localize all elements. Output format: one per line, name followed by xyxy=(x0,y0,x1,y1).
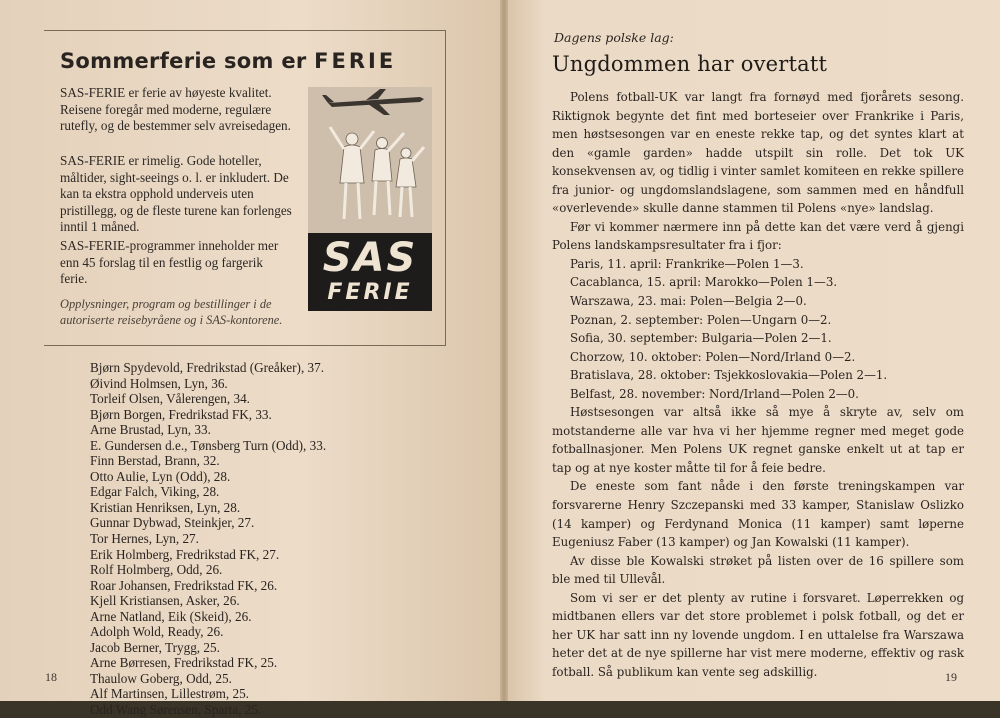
ad-title-main: Sommerferie som er xyxy=(60,49,307,73)
article-paragraph: De eneste som fant nåde i den første treningskampen var forsvarerne Henry Szczepanski med 33 kamper, Stanislaw Oslizko (14 kamper) og Ferdynand Monica (11 kamper) samt løperne Eugeniusz Faber (13 kamper) og Jan Kowalski (11 kamper). xyxy=(552,479,964,550)
article-headline: Ungdommen har overtatt xyxy=(552,52,828,76)
player-list-item: Otto Aulie, Lyn (Odd), 28. xyxy=(90,468,231,484)
player-list-item: Torleif Olsen, Vålerengen, 34. xyxy=(90,391,250,407)
player-list-item: Thaulow Goberg, Odd, 25. xyxy=(90,670,232,686)
result-item: Paris, 11. april: Frankrike—Polen 1—3. xyxy=(570,256,804,271)
player-list-item: Bjørn Spydevold, Fredrikstad (Greåker), 37. xyxy=(90,360,325,375)
page-gutter xyxy=(500,0,508,701)
player-list-item: Tor Hernes, Lyn, 27. xyxy=(90,531,199,547)
article-paragraph: Før vi kommer nærmere inn på dette kan det være verd å gjengi Polens landskampsresultater fra i fjor: xyxy=(552,219,964,253)
dancers-airplane-illustration xyxy=(308,87,432,233)
result-item: Belfast, 28. november: Nord/Irland—Polen 2—0. xyxy=(570,386,859,401)
ad-title xyxy=(60,49,396,73)
sas-advertisement xyxy=(44,30,446,346)
ad-paragraph-programmes: SAS-FERIE-programmer inneholder mer enn 45 forslag til en festlig og fargerik ferie. xyxy=(60,238,279,287)
player-list-item: Bjørn Borgen, Fredrikstad FK, 33. xyxy=(90,406,272,422)
player-list-item: Adolph Wold, Ready, 26. xyxy=(90,624,224,640)
player-list-item: Arne Brustad, Lyn, 33. xyxy=(90,422,211,438)
result-item: Warszawa, 23. mai: Polen—Belgia 2—0. xyxy=(570,294,807,309)
player-list-item: Kristian Henriksen, Lyn, 28. xyxy=(90,499,241,515)
article-paragraph: Høstsesongen var altså ikke så mye å skryte av, selv om motstanderne alle var hva vi her hjemme regner med meget gode fotballnasjoner. Men Polens UK regnet ganske enkelt ut at tap er tap og at nye koster måtte til for å feie bedre. xyxy=(552,405,964,475)
player-list-item: Kjell Kristiansen, Asker, 26. xyxy=(90,593,240,609)
result-item: Cacablanca, 15. april: Marokko—Polen 1—3. xyxy=(570,275,838,290)
ad-paragraph-quality: SAS-FERIE er ferie av høyeste kvalitet. Reisene foregår med moderne, regulære rutefly, og de bestemmer selv avreisedagen. xyxy=(60,85,291,134)
article-body xyxy=(552,88,964,682)
result-item: Sofia, 30. september: Bulgaria—Polen 2—1. xyxy=(570,331,832,346)
logo-ferie-text: FERIE xyxy=(327,280,413,305)
article-paragraph: Polens fotball-UK var langt fra fornøyd med fjorårets sesong. Riktignok begynte det fint med borteseier over Frankrike i Paris, men høstsesongen var en eneste rekke tap, og det syntes klart at den «gamle garden» hadde utspilt sin rolle. Det tok UK konsekvensen av, og tidlig i vinter samlet komiteen en rekke spillere fra junior- og ungdomslandslagene, som sammen med en håndfull «overlevende» skulle danne stammen til Polens «nye» landslag. xyxy=(552,90,964,216)
player-list-item: Odd Wang Sørensen, Sparta, 25. xyxy=(90,702,262,718)
result-item: Bratislava, 28. oktober: Tsjekkoslovakia—Polen 2—1. xyxy=(570,368,888,383)
ad-paragraph-price: SAS-FERIE er rimelig. Gode hoteller, måltider, sight-seeings o. l. er inkludert. De kan ta ekstra opphold underveis uten pristillegg, og de fleste turene kan forlenges inntil 1 måned. xyxy=(60,153,292,235)
sas-ferie-logo xyxy=(308,233,432,311)
player-list-item: Øivind Holmsen, Lyn, 36. xyxy=(90,375,228,391)
article-kicker: Dagens polske lag: xyxy=(554,30,674,45)
player-list xyxy=(90,360,420,718)
logo-sas-text: SAS xyxy=(322,235,418,281)
ad-title-ferie: FERIE xyxy=(314,49,397,73)
ad-paragraph-info: Opplysninger, program og bestillinger i de autoriserte reisebyråene og i SAS-kontorene. xyxy=(60,297,283,327)
article-paragraph: Av disse ble Kowalski strøket på listen over de 16 spillere som ble med til Ullevål. xyxy=(552,553,964,587)
page-number-left: 18 xyxy=(45,670,57,684)
player-list-item: Edgar Falch, Viking, 28. xyxy=(90,484,220,500)
player-list-item: Erik Holmberg, Fredrikstad FK, 27. xyxy=(90,546,280,562)
player-list-item: Jacob Berner, Trygg, 25. xyxy=(90,639,220,655)
result-item: Poznan, 2. september: Polen—Ungarn 0—2. xyxy=(570,312,832,327)
player-list-item: Roar Johansen, Fredrikstad FK, 26. xyxy=(90,577,278,593)
player-list-item: E. Gundersen d.e., Tønsberg Turn (Odd), 33. xyxy=(90,437,327,453)
result-item: Chorzow, 10. oktober: Polen—Nord/Irland 0—2. xyxy=(570,349,856,364)
player-list-item: Finn Berstad, Brann, 32. xyxy=(90,453,220,469)
player-list-item: Gunnar Dybwad, Steinkjer, 27. xyxy=(90,515,255,531)
results-list xyxy=(552,255,964,403)
player-list-item: Arne Børresen, Fredrikstad FK, 25. xyxy=(90,655,278,671)
player-list-item: Rolf Holmberg, Odd, 26. xyxy=(90,562,223,578)
player-list-item: Arne Natland, Eik (Skeid), 26. xyxy=(90,608,252,624)
article-paragraph: Som vi ser er det plenty av rutine i forsvaret. Løperrekken og midtbanen ellers var det store problemet i polsk fotball, og det er her UK har satt inn ny lovende ungdom. I en uttalelse fra Warszawa heter det at de nye spillerne har vist mere moderne, effektiv og rask fotball. Så publikum kan vente seg adskillig. xyxy=(552,590,964,679)
player-list-item: Alf Martinsen, Lillestrøm, 25. xyxy=(90,686,249,702)
page-number-right: 19 xyxy=(945,670,957,684)
